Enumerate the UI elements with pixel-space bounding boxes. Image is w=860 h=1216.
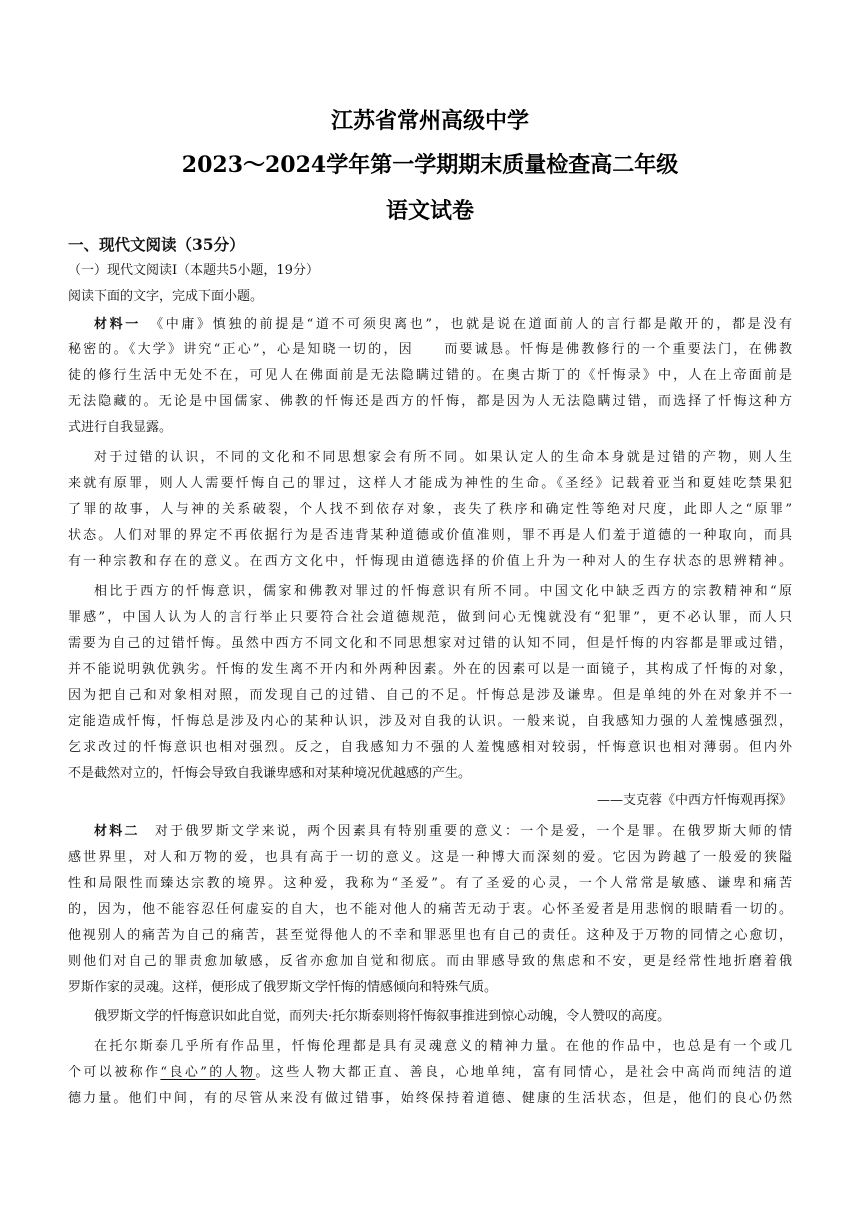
material2-line-4: 的，因为，他不能容忍任何虚妄的自大，也不能对他人的痛苦无动于衷。心怀圣爱者是用悲悯的眼睛看一切的。 [68,902,792,917]
material1-line-11: 相比于西方的忏悔意识，儒家和佛教对罪过的忏悔意识有所不同。中国文化中缺乏西方的宗教精神和“原 [94,584,792,599]
material1-line-14: 并不能说明孰优孰劣。忏悔的发生离不开内和外两种因素。外在的因素可以是一面镜子，其构成了忏悔的对象， [68,662,792,677]
material1-line-12: 罪感”，中国人认为人的言行举止只要符合社会道德规范，做到问心无愧就没有“犯罪”，更不必认罪，而人只 [68,610,792,625]
material1-source: ——支克蓉《中西方忏悔观再探》 [596,793,792,808]
material2-line-3: 性和局限性而臻达宗教的境界。这种爱，我称为“圣爱”。有了圣爱的心灵，一个人常常是敏感、谦卑和痛苦 [68,876,792,891]
material2-line-6: 则他们对自己的罪责愈加敏感，反省亦愈加自觉和彻底。而由罪感导致的焦虑和不安，更是经常性地折磨着俄 [68,954,792,969]
material2-line-10: 个可以被称作“良心”的人物。这些人物大都正直、善良，心地单纯，富有同情心，是社会中高尚而纯洁的道 [68,1065,792,1080]
material2-label: 材料二 [94,824,140,839]
material2-line-11: 德力量。他们中间，有的尽管从来没有做过错事，始终保持着道德、健康的生活状态，但是，他们的良心仍然 [68,1091,792,1106]
material1-line-18: 不是截然对立的，忏悔会导致自我谦卑感和对某种境况优越感的产生。 [68,766,472,781]
material1-line-17: 乞求改过的忏悔意识也相对强烈。反之，自我感知力不强的人羞愧感相对较弱，忏悔意识也相对薄弱。但内外 [68,740,792,755]
material1-line-6: 对于过错的认识，不同的文化和不同思想家会有所不同。如果认定人的生命本身就是过错的产物，则人生 [94,450,792,465]
school-title: 江苏省常州高级中学 [330,108,529,134]
material1-line-1: 材料一 《中庸》慎独的前提是“道不可须臾离也”，也就是说在道面前人的言行都是敞开的，都是没有 [94,317,792,332]
material2-line-8: 俄罗斯文学的忏悔意识如此自觉，而列夫·托尔斯泰则将忏悔叙事推进到惊心动魄，令人赞叹的高度。 [94,1009,671,1024]
material1-line-15: 因为把自己和对象相对照，而发现自己的过错、自己的不足。忏悔总是涉及谦卑。但是单纯的外在对象并不一 [68,688,792,703]
material2-line-9: 在托尔斯泰几乎所有作品里，忏悔伦理都是具有灵魂意义的精神力量。在他的作品中，也总是有一个或几 [94,1039,792,1054]
material1-line-5: 式进行自我显露。 [68,420,173,435]
material1-label: 材料一 [94,317,141,332]
material1-line-4: 无法隐藏的。无论是中国儒家、佛教的忏悔还是西方的忏悔，都是因为人无法隐瞒过错，而选择了忏悔这种方 [68,394,792,409]
section-heading: 一、现代文阅读（35分） [68,235,245,254]
material1-line-2: 秘密的。《大学》讲究“正心”，心是知晓一切的，因 而要诚恳。忏悔是佛教修行的一个重要法门，在佛教 [68,342,792,357]
instruction-text: 阅读下面的文字，完成下面小题。 [68,289,264,304]
material1-line-8: 了罪的故事，人与神的关系破裂，个人找不到依存对象，丧失了秩序和确定性等绝对尺度，此即人之“原罪” [68,502,792,517]
underlined-phrase: “良心”的人物 [160,1065,256,1080]
material2-line-7: 罗斯作家的灵魂。这样，便形成了俄罗斯文学忏悔的情感倾向和特殊气质。 [68,980,498,995]
subject-title: 语文试卷 [385,198,474,224]
material1-line-10: 有一种宗教和存在的意义。在西方文化中，忏悔现由道德选择的价值上升为一种对人的生存状态的思辨精神。 [68,554,792,569]
material1-line-9: 状态。人们对罪的界定不再依据行为是否违背某种道德或价值准则，罪不再是人们羞于道德的一种取向，而具 [68,528,792,543]
section-subtitle: （一）现代文阅读Ⅰ（本题共5小题，19分） [68,263,319,278]
exam-title: 2023～2024学年第一学期期末质量检查高二年级 [181,152,679,178]
material2-line-2: 感世界里，对人和万物的爱，也具有高于一切的意义。这是一种博大而深刻的爱。它因为跨越了一般爱的狭隘 [68,850,792,865]
material1-line-7: 来就有原罪，则人人需要忏悔自己的罪过，这样人才能成为神性的生命。《圣经》记载着亚当和夏娃吃禁果犯 [68,476,792,491]
material1-line-3: 徒的修行生活中无处不在，可见人在佛面前是无法隐瞒过错的。在奥古斯丁的《忏悔录》中，人在上帝面前是 [68,368,792,383]
material2-line-1: 材料二 对于俄罗斯文学来说，两个因素具有特别重要的意义：一个是爱，一个是罪。在俄罗斯大师的情 [94,824,792,839]
material1-line-13: 需要为自己的过错忏悔。虽然中西方不同文化和不同思想家对过错的认知不同，但是忏悔的内容都是罪或过错， [68,636,792,651]
material2-line-5: 他视别人的痛苦为自己的痛苦，甚至觉得他人的不幸和罪恶里也有自己的责任。这种及于万物的同情之心愈切， [68,928,792,943]
material1-line-16: 定能造成忏悔，忏悔总是涉及内心的某种认识，涉及对自我的认识。一般来说，自我感知力强的人羞愧感强烈， [68,714,792,729]
